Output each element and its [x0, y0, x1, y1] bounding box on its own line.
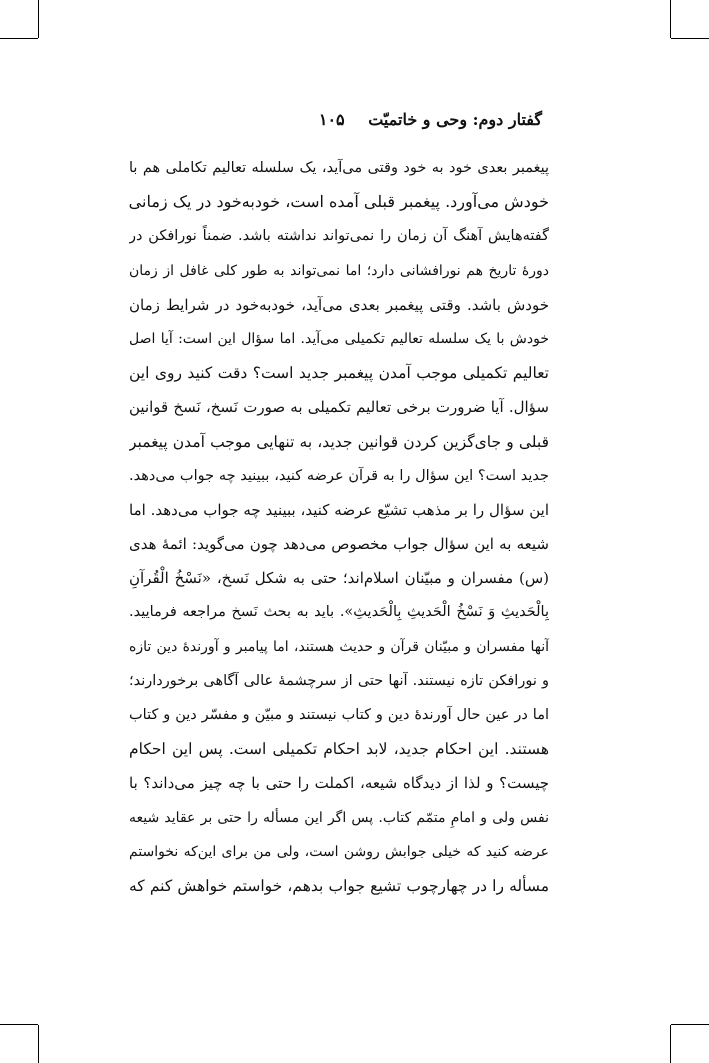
- crop-mark-top-left-h: [0, 38, 38, 39]
- crop-mark-bottom-left: [38, 1025, 39, 1063]
- text-line: گفته‌هایش آهنگ آن زمان را نمی‌تواند نداشته باشد. ضمناً نورافکن در: [129, 228, 549, 245]
- text-line: جدید است؟ این سؤال را به قرآن عرضه کنید، ببینید چه جواب می‌دهد.: [129, 467, 549, 484]
- text-line: چیست؟ و لذا از دیدگاه شیعه، اکملت را حتی با چه چیز می‌داند؟ با: [129, 774, 549, 793]
- crop-mark-top-right: [670, 0, 671, 38]
- text-line: خودش باشد. وقتی پیغمبر بعدی می‌آید، خودبه‌خود در شرایط زمان: [129, 295, 549, 314]
- text-line: خودش با یک سلسله تعالیم تکمیلی می‌آید. اما سؤال این است: آیا اصل: [129, 330, 549, 347]
- text-line: پیغمبر بعدی خود به خود وقتی می‌آید، یک سلسله تعالیم تکاملی هم با: [129, 160, 549, 176]
- text-line: شیعه به این سؤال جواب مخصوص می‌دهد چون می‌گوید: ائمهٔ هدی: [129, 535, 549, 554]
- text-line: بِالْحَدیثِ وَ نَسْخُ الْحَدیثِ بِالْحَدیثِ». باید به بحث نَسخ مراجعه فرمایید.: [129, 604, 549, 621]
- chapter-title: گفتار دوم: وحی و خاتمیّت: [368, 110, 542, 129]
- text-line: آنها مفسران و مبیّنان قرآن و حدیث هستند، اما پیامبر و آورندهٔ دین تازه: [129, 638, 549, 655]
- text-line: نفس ولی و امامِ متمّم کتاب. پس اگر این مسأله را حتی بر عقاید شیعه: [129, 809, 549, 826]
- text-line: مسأله را در چهارچوب تشیع جواب بدهم، خواستم خواهش کنم که: [129, 876, 549, 895]
- text-line: تعالیم تکمیلی موجب آمدن پیغمبر جدید است؟ دقت کنید روی این: [129, 364, 549, 383]
- text-line: اما در عین حال آورندهٔ دین و کتاب نیستند و مبیّن و مفسّر دین و کتاب: [129, 707, 549, 723]
- text-line: خودش می‌آورد. پیغمبر قبلی آمده است، خودبه‌خود در یک زمانی: [129, 192, 549, 212]
- crop-mark-top-right-h: [671, 38, 709, 39]
- body-text: [129, 151, 549, 903]
- running-header: [155, 110, 542, 129]
- text-line: سؤال. آیا ضرورت برخی تعالیم تکمیلی به صورت نَسخ، نَسخ قوانین: [129, 398, 549, 417]
- crop-mark-bottom-right-h: [671, 1024, 709, 1025]
- text-line: (س) مفسران و مبیّنان اسلام‌اند؛ حتی به شکل نَسخ، «نَسْخُ الْقُرآنِ: [129, 569, 549, 588]
- text-line: هستند. این احکام جدید، لابد احکام تکمیلی است. پس این احکام: [129, 740, 549, 759]
- text-line: دورهٔ تاریخ هم نورافشانی دارد؛ اما نمی‌تواند به طور کلی غافل از زمان: [129, 262, 549, 279]
- page-number: ۱۰۵: [318, 110, 345, 129]
- crop-mark-top-left: [38, 0, 39, 38]
- text-line: عرضه کنید که خیلی جوابش روشن است، ولی من برای این‌که نخواستم: [129, 843, 549, 860]
- crop-mark-bottom-left-h: [0, 1024, 38, 1025]
- text-line: و نورافکن تازه نیستند. آنها حتی از سرچشمهٔ عالی آگاهی برخوردارند؛: [129, 672, 549, 689]
- crop-mark-bottom-right: [670, 1025, 671, 1063]
- text-line: قبلی و جای‌گزین کردن قوانین جدید، به تنهایی موجب آمدن پیغمبر: [129, 432, 549, 451]
- text-line: این سؤال را بر مذهب تشیّع عرضه کنید، ببینید چه جواب می‌دهد. اما: [129, 500, 549, 519]
